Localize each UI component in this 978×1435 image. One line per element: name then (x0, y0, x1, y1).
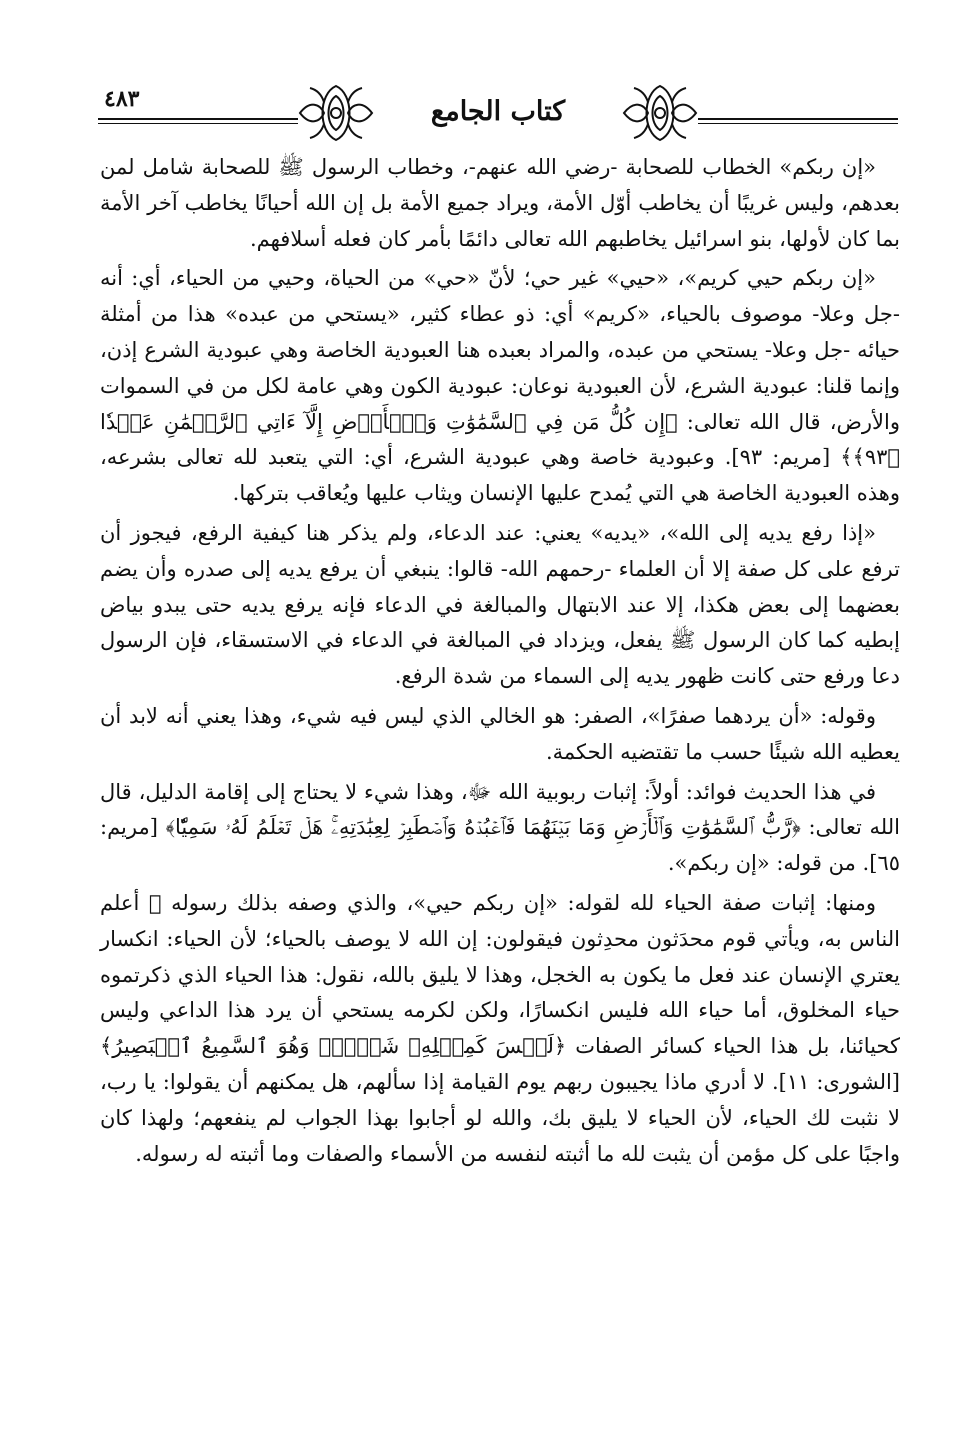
page-header (98, 78, 898, 148)
paragraph: «إذا رفع يديه إلى الله»، «يديه» يعني: عند الدعاء، ولم يذكر هنا كيفية الرفع، فيجوز أن ترفع على كل صفة إلا أن العلماء -رحمهم الله- قالوا: ينبغي أن يرفع يديه إلى صدره وأن يضم بعضهما إلى بعض هكذا، إلا عند الابتهال والمبالغة في الدعاء فإنه يرفع يديه حتى يبدو بياض إبطيه كما كان الرسول ﷺ يفعل، ويزداد في المبالغة في الدعاء في الاستسقاء، فإن الرسول دعا ورفع حتى كانت ظهور يديه إلى السماء من شدة الرفع. (100, 520, 900, 689)
paragraph: وقوله: «أن يردهما صفرًا»، الصفر: هو الخالي الذي ليس فيه شيء، وهذا يعني أنه لابد أن يعطيه الله شيئًا حسب ما تقتضيه الحكمة. (100, 703, 900, 764)
header-rule-left (98, 118, 298, 124)
ornament-left-icon (296, 80, 376, 146)
ornament-right-icon (620, 80, 700, 146)
page-number: ٤٨٣ (104, 86, 140, 112)
header-rule-right (698, 118, 898, 124)
paragraph: في هذا الحديث فوائد: أولاً: إثبات ربوبية الله ﷻ، وهذا شيء لا يحتاج إلى إقامة الدليل، قال الله تعالى: ﴿رَّبُّ ٱلسَّمَٰوَٰتِ وَٱلۡأَرۡضِ وَمَا بَيۡنَهُمَا فَٱعۡبُدۡهُ وَٱصۡطَبِرۡ لِعِبَٰدَتِهِۦۚ هَلۡ تَعۡلَمُ لَهُۥ سَمِيّٗا﴾ [مريم: ٦٥]. من قوله: «إن ربكم». (100, 779, 900, 876)
paragraph: «إن ربكم حيي كريم»، «حيي» غير حي؛ لأنّ «حي» من الحياة، وحيي من الحياء، أي: أنه -جل وعلا- موصوف بالحياء، «كريم» أي: ذو عطاء كثير، «يستحي من عبده» هذا من أمثلة حيائه -جل وعلا- يستحي من عبده، والمراد بعبده هنا العبودية الخاصة وهي عبودية الشرع إذن، وإنما قلنا: عبودية الشرع، لأن العبودية نوعان: عبودية الكون وهي عامة لكل من في السموات والأرض، قال الله تعالى: ﴿إِن كُلُّ مَن فِي ٱلسَّمَٰوَٰتِ وَٱلۡأَرۡضِ إِلَّآ ءَاتِي ٱلرَّحۡمَٰنِ عَبۡدٗا ﴿٩٣﴾﴾ [مريم: ٩٣]. وعبودية خاصة وهي عبودية الشرع، أي: التي يتعبد لله تعالى بشرعه، وهذه العبودية الخاصة هي التي يُمدح عليها الإنسان ويثاب عليها ويُعاقب بتركها. (100, 266, 901, 506)
paragraph: ومنها: إثبات صفة الحياء لله لقوله: «إن ربكم حيي»، والذي وصفه بذلك رسوله ﷺ أعلم الناس به، ويأتي قوم محدَثون محدِثون فيقولون: إن الله لا يوصف بالحياء؛ لأن الحياء: انكسار يعتري الإنسان عند فعل ما يكون به الخجل، وهذا لا يليق بالله، نقول: هذا الحياء الذي ذكرتموه حياء المخلوق، أما حياء الله فليس انكسارًا، ولكن لكرمه يستحي أن يرد هذا الداعي وليس كحيائنا، بل هذا الحياء كسائر الصفات ﴿لَيۡسَ كَمِثۡلِهِۦ شَيۡءٞۖ وَهُوَ ٱلسَّمِيعُ ٱلۡبَصِيرُ﴾ [الشورى: ١١]. لا أدري ماذا يجيبون ربهم يوم القيامة إذا سألهم، هل يمكنهم أن يقولوا: يا رب، لا نثبت لك الحياء، لأن الحياء لا يليق بك، والله لو أجابوا بهذا الجواب لم ينفعهم؛ ولهذا كان واجبًا على كل مؤمن أن يثبت لله ما أثبته لنفسه من الأسماء والصفات وما أثبته له رسوله. (100, 890, 900, 1166)
paragraph: «إن ربكم» الخطاب للصحابة -رضي الله عنهم-، وخطاب الرسول ﷺ للصحابة شامل لمن بعدهم، وليس غريبًا أن يخاطب أوّل الأمة، ويراد جميع الأمة بل إن الله أحيانًا يخاطب آخر الأمة بما كان لأولها، بنو اسرائيل يخاطبهم الله تعالى دائمًا بأمر كان فعله أسلافهم. (100, 155, 900, 251)
page-title: كتاب الجامع (430, 96, 566, 127)
page-body (100, 150, 900, 1172)
